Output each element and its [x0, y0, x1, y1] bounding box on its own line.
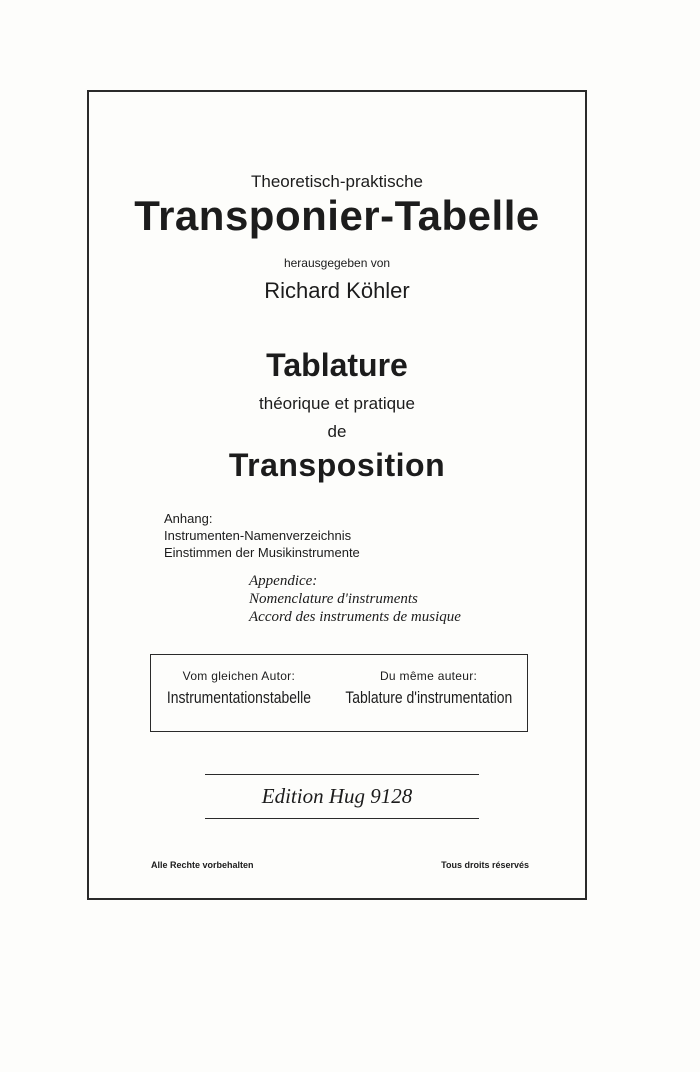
french-subtitle: théorique et pratique [259, 394, 415, 413]
french-title: Tablature [266, 347, 408, 383]
german-appendix-line: Instrumenten-Namenverzeichnis [164, 528, 352, 543]
german-appendix [164, 510, 360, 561]
german-subtitle: Theoretisch-praktische [251, 172, 423, 191]
rights-notice-fr: Tous droits réservés [441, 860, 529, 870]
same-author-work-fr: Tablature d'instrumentation [345, 688, 513, 707]
same-author-label-fr: Du même auteur: [379, 669, 478, 683]
same-author-box [150, 654, 528, 732]
german-appendix-line: Einstimmen der Musikinstrumente [164, 545, 360, 560]
french-main-title: Transposition [228, 447, 446, 483]
french-appendix-line: Accord des instruments de musique [249, 609, 461, 625]
french-preposition: de [327, 422, 347, 441]
editor-label: herausgegeben von [283, 256, 391, 270]
edition-rule-top [205, 774, 479, 775]
german-main-title: Transponier-Tabelle [134, 192, 540, 239]
french-appendix-heading: Appendice: [249, 573, 318, 589]
german-appendix-heading: Anhang: [164, 511, 213, 526]
edition-number: Edition Hug 9128 [261, 784, 413, 808]
same-author-german [151, 655, 327, 731]
same-author-label-de: Vom gleichen Autor: [182, 669, 296, 683]
same-author-work-de: Instrumentationstabelle [166, 688, 311, 707]
same-author-french [327, 655, 531, 731]
french-appendix-line: Nomenclature d'instruments [249, 591, 418, 607]
author-name: Richard Köhler [264, 278, 410, 303]
french-appendix [249, 572, 461, 626]
title-page-frame [87, 90, 587, 900]
edition-rule-bottom [205, 818, 479, 819]
rights-notice-de: Alle Rechte vorbehalten [151, 860, 254, 870]
